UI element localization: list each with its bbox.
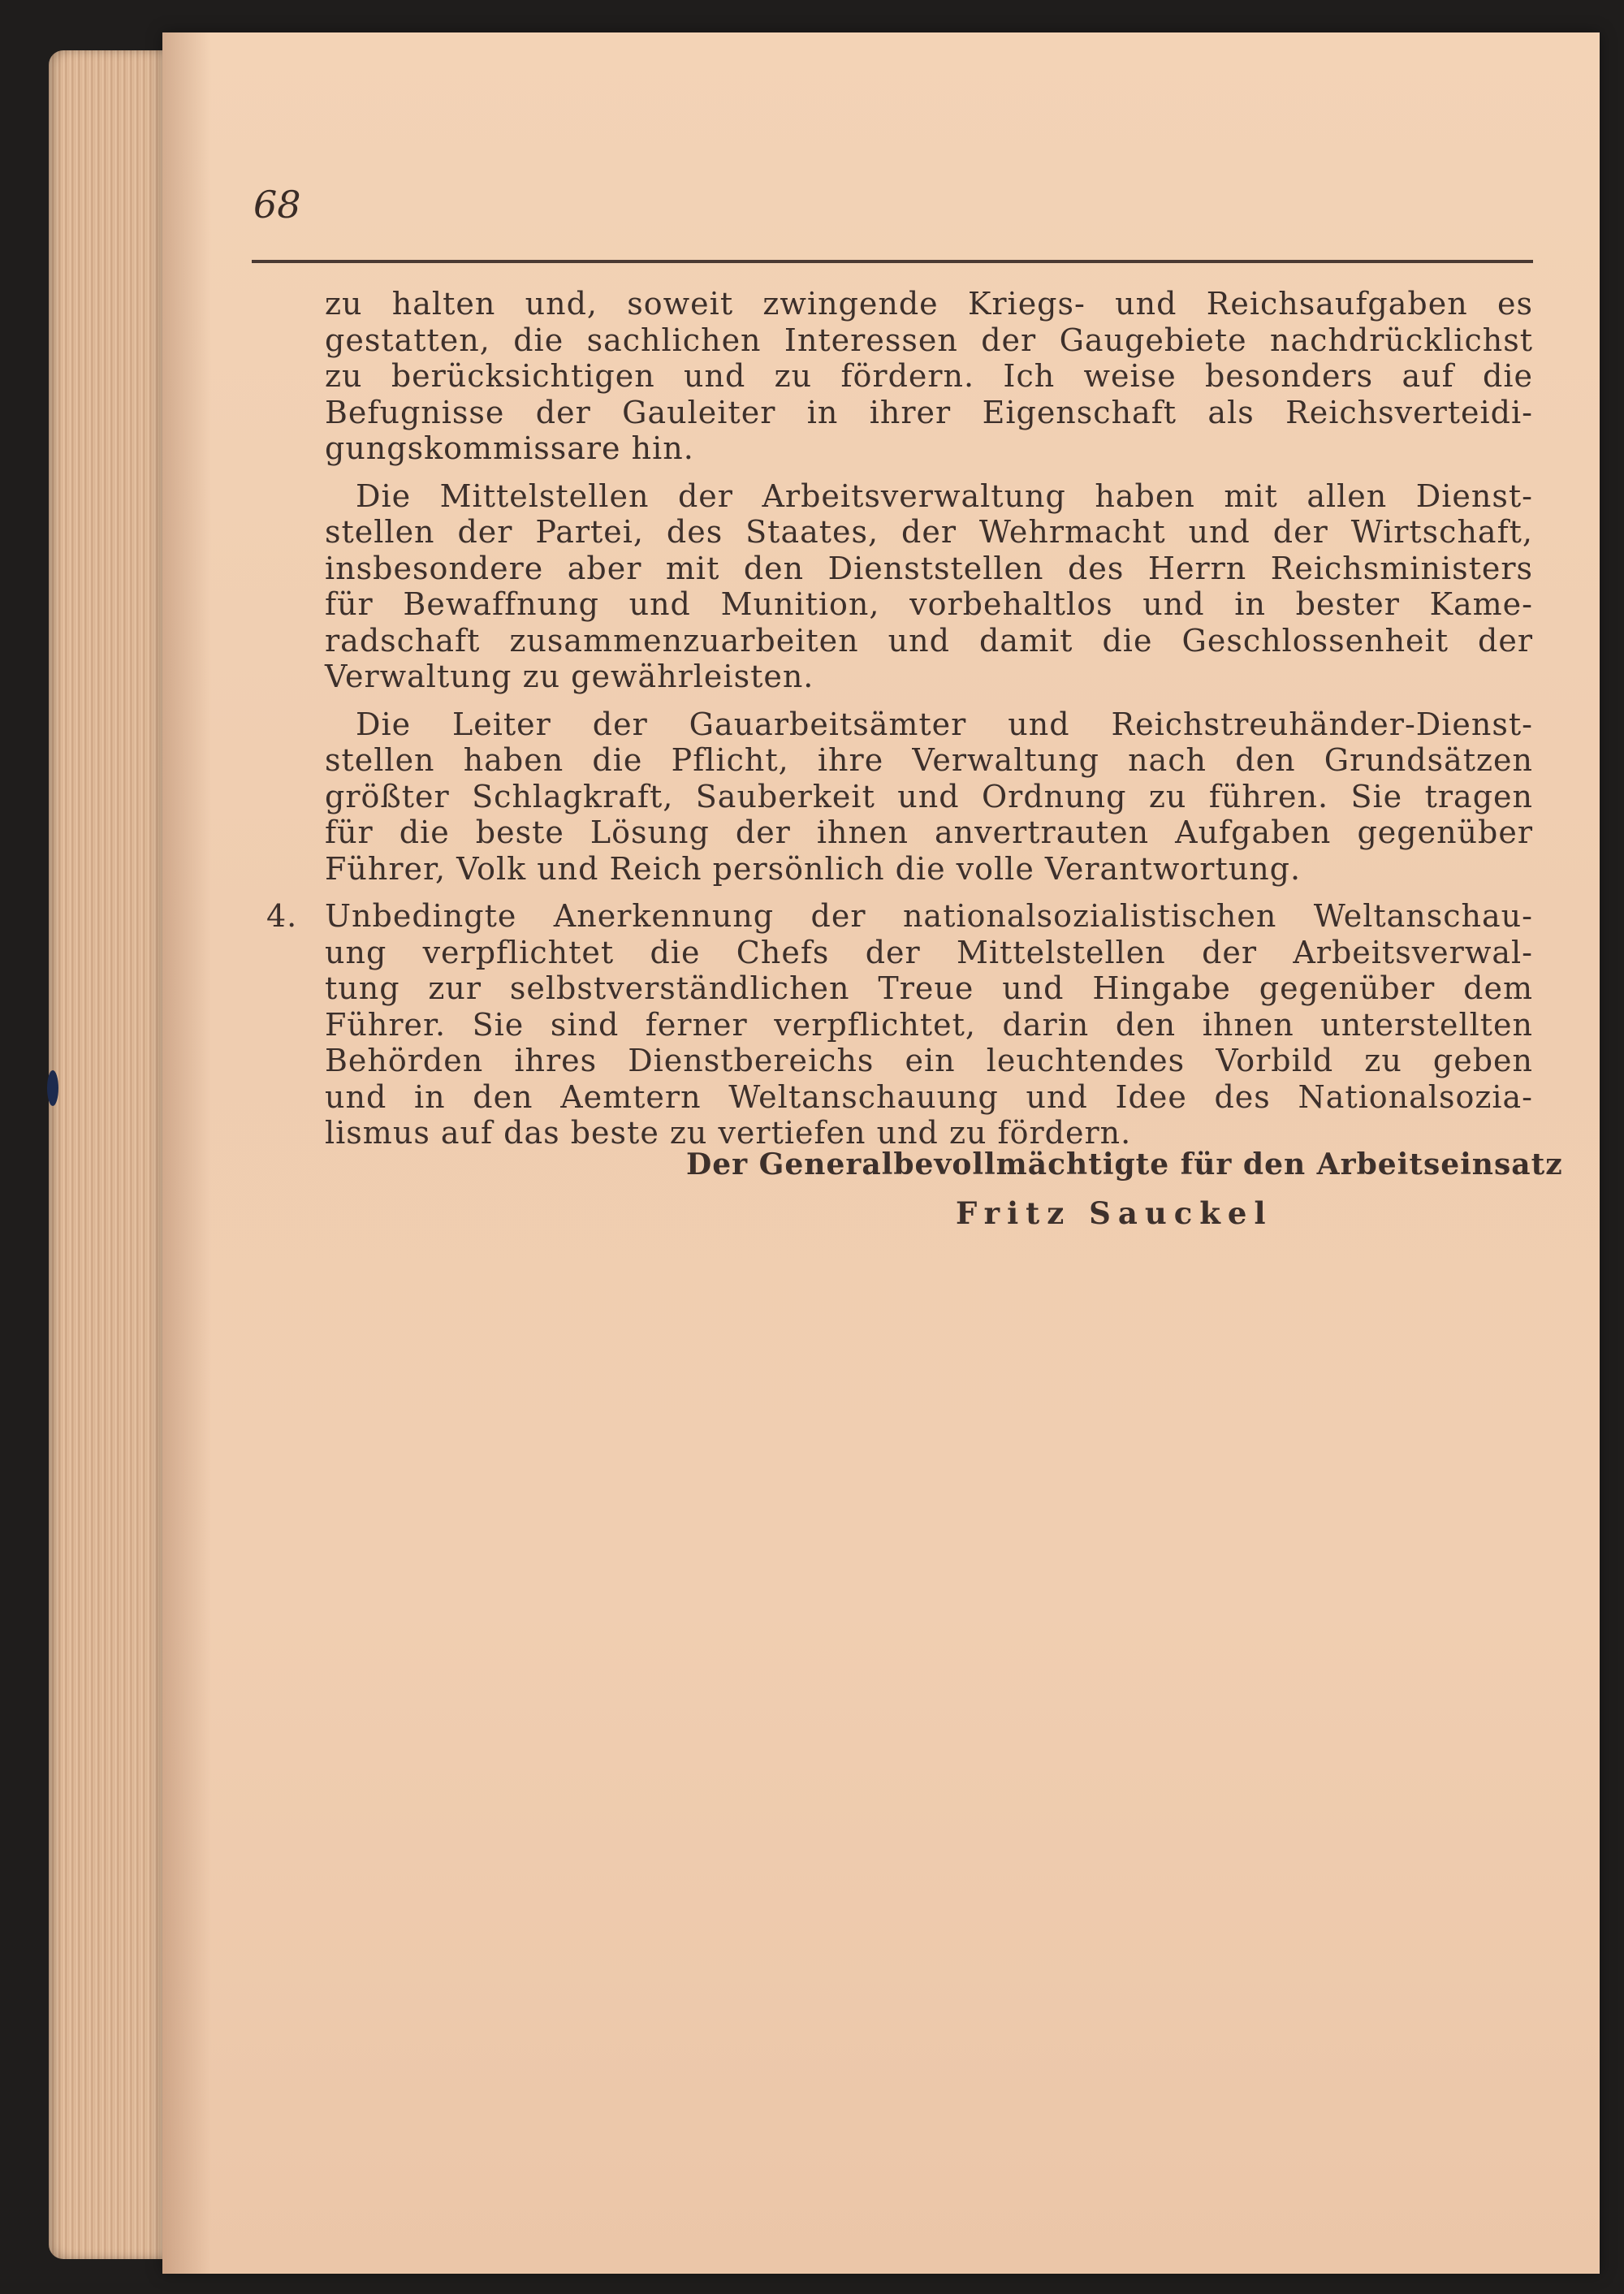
signature-name: Fritz Sauckel [956, 1195, 1273, 1231]
text-line: stellen der Partei, des Staates, der Wehrmacht und der Wirtschaft, [325, 514, 1533, 550]
paragraph [325, 478, 1533, 695]
text-line: Verwaltung zu gewährleisten. [325, 659, 814, 694]
text-line: lismus auf das beste zu vertiefen und zu fördern. [325, 1115, 1132, 1151]
text-line: zu berücksichtigen und zu fördern. Ich weise besonders auf die [325, 358, 1533, 394]
text-line: für Bewaffnung und Munition, vorbehaltlos und in bester Kame- [325, 586, 1533, 622]
signature-title: Der Generalbevollmächtigte für den Arbeitseinsatz [686, 1147, 1563, 1182]
ink-mark [47, 1070, 58, 1106]
text-line: Befugnisse der Gauleiter in ihrer Eigenschaft als Reichsverteidi- [325, 394, 1533, 430]
text-line: gungskommissare hin. [325, 430, 694, 466]
header-rule [252, 260, 1533, 263]
text-line: Unbedingte Anerkennung der nationalsozialistischen Weltanschau- [325, 898, 1533, 934]
text-line: Die Mittelstellen der Arbeitsverwaltung haben mit allen Dienst- [356, 477, 1533, 514]
text-line: tung zur selbstverständlichen Treue und Hingabe gegenüber dem [325, 970, 1533, 1006]
text-line: radschaft zusammenzuarbeiten und damit die Geschlossenheit der [325, 622, 1533, 659]
text-line: zu halten und, soweit zwingende Kriegs- und Reichsaufgaben es [325, 286, 1533, 322]
paragraph [325, 706, 1533, 888]
numbered-paragraph [266, 898, 1533, 1151]
text-line: Führer. Sie sind ferner verpflichtet, darin den ihnen unterstellten [325, 1006, 1533, 1043]
text-line: stellen haben die Pflicht, ihre Verwaltung nach den Grundsätzen [325, 742, 1533, 778]
text-line: gestatten, die sachlichen Interessen der Gaugebiete nachdrücklichst [325, 322, 1533, 358]
page-number: 68 [253, 183, 301, 227]
text-line: Führer, Volk und Reich persönlich die volle Verantwortung. [325, 850, 1302, 887]
paragraph [325, 286, 1533, 467]
text-line: größter Schlagkraft, Sauberkeit und Ordnung zu führen. Sie tragen [325, 778, 1533, 814]
text-line: Behörden ihres Dienstbereichs ein leuchtendes Vorbild zu geben [325, 1043, 1533, 1078]
page-body [266, 286, 1533, 1151]
item-number: 4. [266, 898, 298, 934]
text-line: ung verpflichtet die Chefs der Mittelstellen der Arbeitsverwal- [325, 934, 1533, 970]
text-line: und in den Aemtern Weltanschauung und Idee des Nationalsozia- [325, 1078, 1533, 1115]
text-line: insbesondere aber mit den Dienststellen des Herrn Reichsministers [325, 550, 1533, 586]
text-line: Die Leiter der Gauarbeitsämter und Reichstreuhänder-Dienst- [356, 706, 1533, 742]
text-line: für die beste Lösung der ihnen anvertrauten Aufgaben gegenüber [325, 814, 1533, 850]
